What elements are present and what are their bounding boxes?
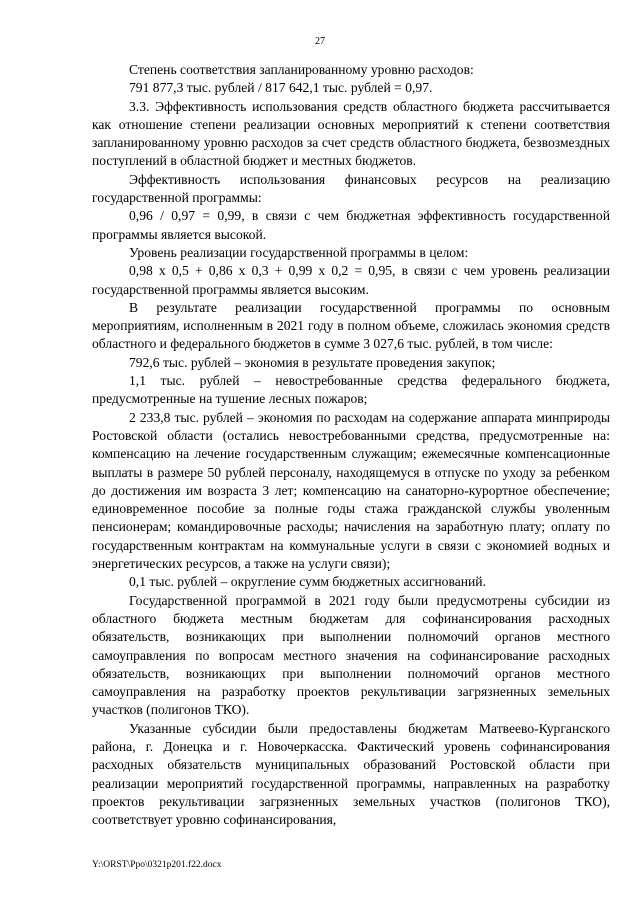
paragraph: В результате реализации государственной программы по основным мероприятиям, исполненным в 2021 году в полном объеме, сложилась экономия средств областного и федерального бюджетов в сумме 3 027,6 тыс. рублей, в том числе:	[92, 299, 610, 352]
paragraph: 791 877,3 тыс. рублей / 817 642,1 тыс. рублей = 0,97.	[129, 80, 433, 96]
paragraph: Эффективность использования финансовых ресурсов на реализацию государственной программы:	[92, 171, 610, 206]
body-text	[92, 61, 610, 829]
paragraph: 792,6 тыс. рублей – экономия в результате проведения закупок;	[129, 354, 496, 370]
page-number: 27	[315, 36, 325, 47]
paragraph: 1,1 тыс. рублей – невостребованные средства федерального бюджета, предусмотренные на тушение лесных пожаров;	[92, 373, 610, 407]
paragraph: Степень соответствия запланированному уровню расходов:	[129, 62, 474, 77]
paragraph: 2 233,8 тыс. рублей – экономия по расходам на содержание аппарата минприроды Ростовской области (остались невостребованными средства, предусмотренные на: компенсацию на лечение государственным служащим; ежемесячные компенсационные выплаты в размере 50 рублей персоналу, находящемуся в отпуске по уходу за ребенком до достижения им возраста 3 лет; компенсацию на санаторно-курортное обеспечение; единовременное пособие за полные годы стажа гражданской службы уволенным пенсионерам; командировочные расходы; начисления на заработную плату; оплату по государственным контрактам на коммунальные услуги в связи с экономией водных и энергетических ресурсов, а также на услуги связи);	[92, 409, 610, 572]
footer-file-path: Y:\ORST\Ppo\0321p201.f22.docx	[92, 860, 222, 870]
paragraph: Государственной программой в 2021 году были предусмотрены субсидии из областного бюджета местным бюджетам для софинансирования расходных обязательств, возникающих при выполнении полномочий органов местного самоуправления по вопросам местного значения на софинансирование расходных обязательств, возникающих при выполнении полномочий органов местного самоуправления на разработку проектов рекультивации загрязненных земельных участков (полигонов ТКО).	[92, 592, 610, 718]
paragraph: 3.3. Эффективность использования средств областного бюджета рассчитывается как отношение степени реализации основных мероприятий к степени соответствия запланированному уровню расходов за счет средств областного бюджета, безвозмездных поступлений в областной бюджет и местных бюджетов.	[92, 98, 610, 169]
paragraph: 0,98 х 0,5 + 0,86 х 0,3 + 0,99 х 0,2 = 0,95, в связи с чем уровень реализации государственной программы является высоким.	[92, 263, 610, 297]
paragraph: Указанные субсидии были предоставлены бюджетам Матвеево-Курганского района, г. Донецка и г. Новочеркасска. Фактический уровень софинансирования расходных обязательств муниципальных образований Ростовской области при реализации мероприятий государственной программы, направленных на разработку проектов рекультивации загрязненных земельных участков (полигонов ТКО), соответствует уровню софинансирования,	[92, 720, 610, 828]
paragraph: 0,96 / 0,97 = 0,99, в связи с чем бюджетная эффективность государственной программы является высокой.	[92, 208, 610, 242]
paragraph: Уровень реализации государственной программы в целом:	[129, 244, 469, 260]
paragraph: 0,1 тыс. рублей – округление сумм бюджетных ассигнований.	[129, 574, 486, 590]
